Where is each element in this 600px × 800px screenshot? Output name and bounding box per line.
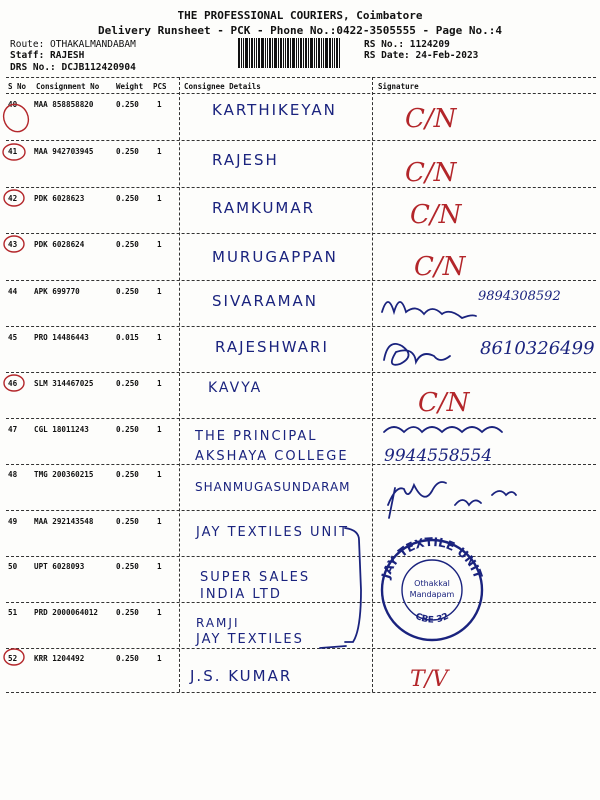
row-pcs: 1 xyxy=(157,562,162,571)
row-weight: 0.250 xyxy=(116,287,139,296)
row-pcs: 1 xyxy=(157,147,162,156)
row-sno: 42 xyxy=(8,194,18,203)
serial-circle-mark xyxy=(4,236,24,252)
row-consignee: SUPER SALES xyxy=(200,570,311,585)
row-consignee: SHANMUGASUNDARAM xyxy=(195,480,351,494)
row-sno: 48 xyxy=(8,470,18,479)
row-pcs: 1 xyxy=(157,240,162,249)
serial-circle-mark xyxy=(3,144,25,160)
row-sno: 52 xyxy=(8,654,18,663)
stamp-center-line1: Othakkal xyxy=(414,579,450,588)
row-pcs: 1 xyxy=(157,425,162,434)
row-consignee: RAMKUMAR xyxy=(212,199,316,217)
row-signature: C/N xyxy=(405,158,457,188)
runsheet-subtitle: Delivery Runsheet - PCK - Phone No.:0422-3505555 - Page No.:4 xyxy=(98,24,502,37)
staff-label: Staff: RAJESH xyxy=(10,50,85,61)
row-weight: 0.250 xyxy=(116,608,139,617)
row-weight: 0.250 xyxy=(116,654,139,663)
row-consignment: MAA 942703945 xyxy=(34,147,94,156)
col-weight: Weight xyxy=(116,82,144,91)
row-consignment: CGL 18011243 xyxy=(34,425,89,434)
serial-circle-mark xyxy=(4,649,24,665)
row-sno: 43 xyxy=(8,240,18,249)
row-sno: 49 xyxy=(8,517,18,526)
row-signature: T/V xyxy=(410,667,448,692)
serial-circle-mark xyxy=(4,375,24,391)
row-signature: C/N xyxy=(405,104,457,134)
bracket-mark xyxy=(320,528,361,648)
row-consignee: KAVYA xyxy=(208,380,263,396)
row-consignee-line2: INDIA LTD xyxy=(200,587,282,602)
signature-scribble xyxy=(382,302,476,318)
row-sno: 45 xyxy=(8,333,18,342)
row-pcs: 1 xyxy=(157,333,162,342)
row-consignment: PDK 6028623 xyxy=(34,194,85,203)
signature-scribble xyxy=(388,482,446,518)
signature-scribble xyxy=(384,427,502,432)
row-pcs: 1 xyxy=(157,194,162,203)
row-sno: 46 xyxy=(8,379,18,388)
company-title: THE PROFESSIONAL COURIERS, Coimbatore xyxy=(177,9,423,22)
row-consignee: SIVARAMAN xyxy=(212,292,319,310)
row-weight: 0.250 xyxy=(116,194,139,203)
serial-circle-mark xyxy=(4,190,24,206)
row-consignment: PRD 2000064012 xyxy=(34,608,99,617)
row-sno: 50 xyxy=(8,562,18,571)
row-consignee: JAY TEXTILES UNIT xyxy=(196,525,350,540)
row-pcs: 1 xyxy=(157,100,162,109)
stamp-ring-bottom: CBE-32 xyxy=(413,611,451,626)
row-consignee: KARTHIKEYAN xyxy=(212,101,337,119)
row-signature: C/N xyxy=(418,388,470,418)
col-consignee: Consignee Details xyxy=(184,82,261,91)
row-consignment: UPT 6028093 xyxy=(34,562,85,571)
row-sno: 41 xyxy=(8,147,18,156)
row-consignee: RAJESHWARI xyxy=(215,338,329,356)
row-pcs: 1 xyxy=(157,287,162,296)
col-consignment: Consignment No xyxy=(36,82,100,91)
row-consignment: APK 699770 xyxy=(34,287,80,296)
signature-scribble xyxy=(455,491,516,505)
row-consignment: MAA 858858820 xyxy=(34,100,94,109)
row-signature: C/N xyxy=(414,252,466,282)
row-consignee: MURUGAPPAN xyxy=(212,248,338,266)
row-signature: 8610326499 xyxy=(480,338,595,359)
row-weight: 0.015 xyxy=(116,333,139,342)
row-pcs: 1 xyxy=(157,654,162,663)
row-consignment: SLM 314467025 xyxy=(34,379,94,388)
row-consignment: MAA 292143548 xyxy=(34,517,94,526)
row-weight: 0.250 xyxy=(116,517,139,526)
row-pcs: 1 xyxy=(157,517,162,526)
row-consignee-line2: JAY TEXTILES xyxy=(196,632,304,647)
drs-number: DRS No.: DCJB112420904 xyxy=(10,62,136,73)
serial-circle-mark xyxy=(0,100,33,136)
stamp-ring-top: JAY TEXTILE UNIT xyxy=(378,534,486,581)
row-pcs: 1 xyxy=(157,470,162,479)
row-consignee: RAMJI xyxy=(196,616,240,630)
row-weight: 0.250 xyxy=(116,470,139,479)
row-consignee: THE PRINCIPAL xyxy=(195,429,318,444)
col-sno: S No xyxy=(8,82,27,91)
row-weight: 0.250 xyxy=(116,562,139,571)
col-signature: Signature xyxy=(378,82,419,91)
stamp-center-line2: Mandapam xyxy=(409,590,455,599)
row-consignee: RAJESH xyxy=(212,151,279,169)
row-consignment: TMG 200360215 xyxy=(34,470,94,479)
row-consignment: KRR 1204492 xyxy=(34,654,85,663)
col-pcs: PCS xyxy=(153,82,167,91)
row-pcs: 1 xyxy=(157,379,162,388)
row-sno: 40 xyxy=(8,100,18,109)
row-consignment: PRO 14486443 xyxy=(34,333,89,342)
row-weight: 0.250 xyxy=(116,240,139,249)
row-weight: 0.250 xyxy=(116,425,139,434)
signature-scribble xyxy=(384,344,450,365)
row-consignment: PDK 6028624 xyxy=(34,240,85,249)
rs-date: RS Date: 24-Feb-2023 xyxy=(364,50,479,61)
row-sno: 44 xyxy=(8,287,18,296)
route-label: Route: OTHAKALMANDABAM xyxy=(10,39,136,50)
row-consignee-line2: AKSHAYA COLLEGE xyxy=(195,449,349,464)
row-weight: 0.250 xyxy=(116,379,139,388)
row-signature: C/N xyxy=(410,200,462,230)
rs-number: RS No.: 1124209 xyxy=(364,39,450,50)
row-weight: 0.250 xyxy=(116,100,139,109)
row-signature: 9944558554 xyxy=(384,446,493,466)
row-signature: 9894308592 xyxy=(478,289,561,304)
row-weight: 0.250 xyxy=(116,147,139,156)
row-sno: 47 xyxy=(8,425,18,434)
row-consignee: J.S. KUMAR xyxy=(190,667,293,685)
row-pcs: 1 xyxy=(157,608,162,617)
row-sno: 51 xyxy=(8,608,18,617)
